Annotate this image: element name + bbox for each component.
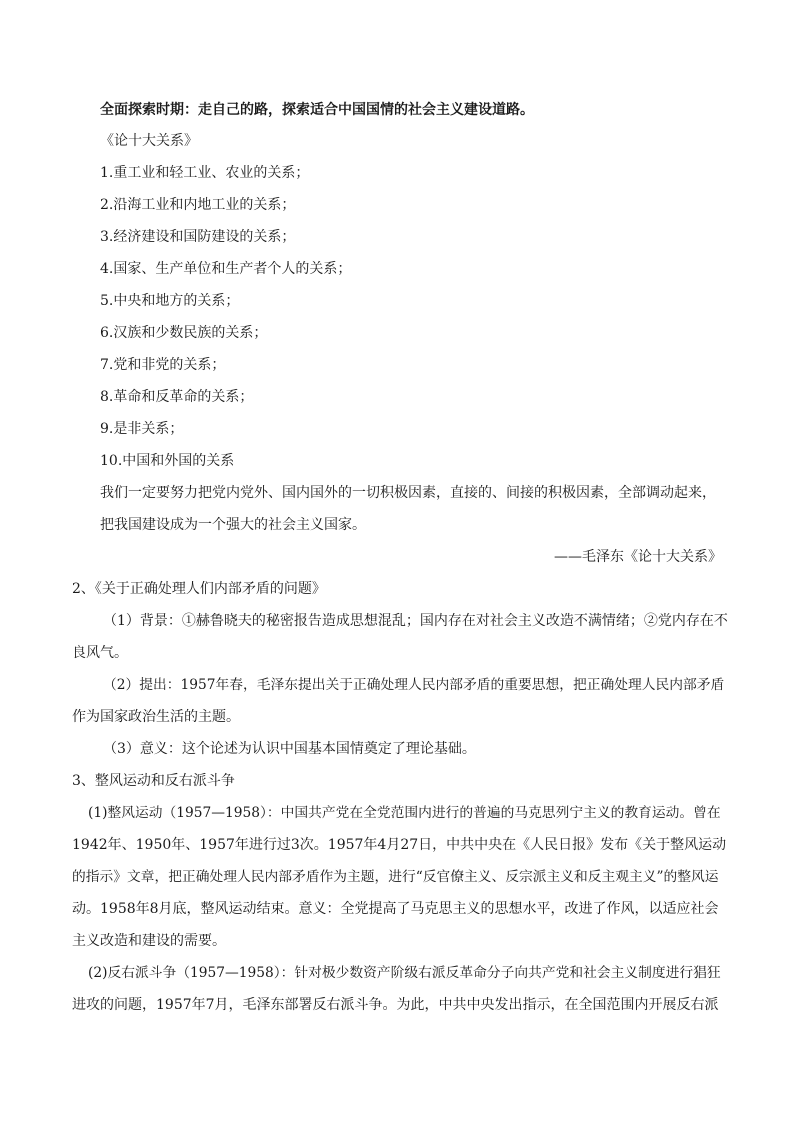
- list-item: 5.中央和地方的关系；: [100, 293, 240, 309]
- rectification-paragraph-line: (1)整风运动（1957—1958）：中国共产党在全党范围内进行的普遍的马克思列宁主义的教育运动。曾在: [88, 805, 721, 821]
- section-3-title: 3、整风运动和反右派斗争: [72, 773, 235, 789]
- antirightist-paragraph-line: (2)反右派斗争（1957—1958）：针对极少数资产阶级右派反革命分子向共产党和社会主义制度进行猖狂: [88, 965, 721, 981]
- list-item: 2.沿海工业和内地工业的关系；: [100, 197, 296, 213]
- section-2-title: 2、《关于正确处理人们内部矛盾的问题》: [72, 581, 326, 597]
- list-item: 8.革命和反革命的关系；: [100, 389, 254, 405]
- list-item: 10.中国和外国的关系: [100, 453, 235, 469]
- quote-text-line: 我们一定要努力把党内党外、国内国外的一切积极因素，直接的、间接的积极因素，全部调动起来，: [100, 485, 716, 501]
- list-item: 7.党和非党的关系；: [100, 357, 226, 373]
- rectification-paragraph-line: 动。1958年8月底，整风运动结束。意义：全党提高了马克思主义的思想水平，改进了作风，以适应社会: [72, 901, 719, 917]
- antirightist-paragraph-line: 进攻的问题，1957年7月，毛泽东部署反右派斗争。为此，中共中央发出指示，在全国范围内开展反右派: [72, 997, 719, 1013]
- rectification-paragraph-line: 1942年、1950年、1957年进行过3次。1957年4月27日，中共中央在《人民日报》发布《关于整风运动: [72, 837, 727, 853]
- proposal-paragraph-line: （2）提出：1957年春，毛泽东提出关于正确处理人民内部矛盾的重要思想，把正确处理人民内部矛盾: [103, 677, 725, 693]
- list-item: 6.汉族和少数民族的关系；: [100, 325, 268, 341]
- rectification-paragraph-line: 的指示》文章，把正确处理人民内部矛盾作为主题，进行“反官僚主义、反宗派主义和反主观主义”的整风运: [72, 869, 719, 885]
- rectification-paragraph-line: 主义改造和建设的需要。: [72, 933, 226, 949]
- list-item: 1.重工业和轻工业、农业的关系；: [100, 165, 310, 181]
- book-title: 《论十大关系》: [100, 133, 198, 149]
- quote-source: ——毛泽东《论十大关系》: [554, 549, 722, 565]
- list-item: 9.是非关系；: [100, 421, 184, 437]
- background-paragraph-line: 良风气。: [72, 645, 128, 661]
- significance-paragraph: （3）意义：这个论述为认识中国基本国情奠定了理论基础。: [103, 741, 476, 757]
- quote-text-line: 把我国建设成为一个强大的社会主义国家。: [100, 517, 366, 533]
- list-item: 3.经济建设和国防建设的关系；: [100, 229, 296, 245]
- background-paragraph-line: （1）背景：①赫鲁晓夫的秘密报告造成思想混乱；国内存在对社会主义改造不满情绪；②党内存在不: [103, 613, 728, 629]
- list-item: 4.国家、生产单位和生产者个人的关系；: [100, 261, 352, 277]
- section-heading: 全面探索时期：走自己的路，探索适合中国国情的社会主义建设道路。: [100, 102, 534, 118]
- proposal-paragraph-line: 作为国家政治生活的主题。: [72, 709, 240, 725]
